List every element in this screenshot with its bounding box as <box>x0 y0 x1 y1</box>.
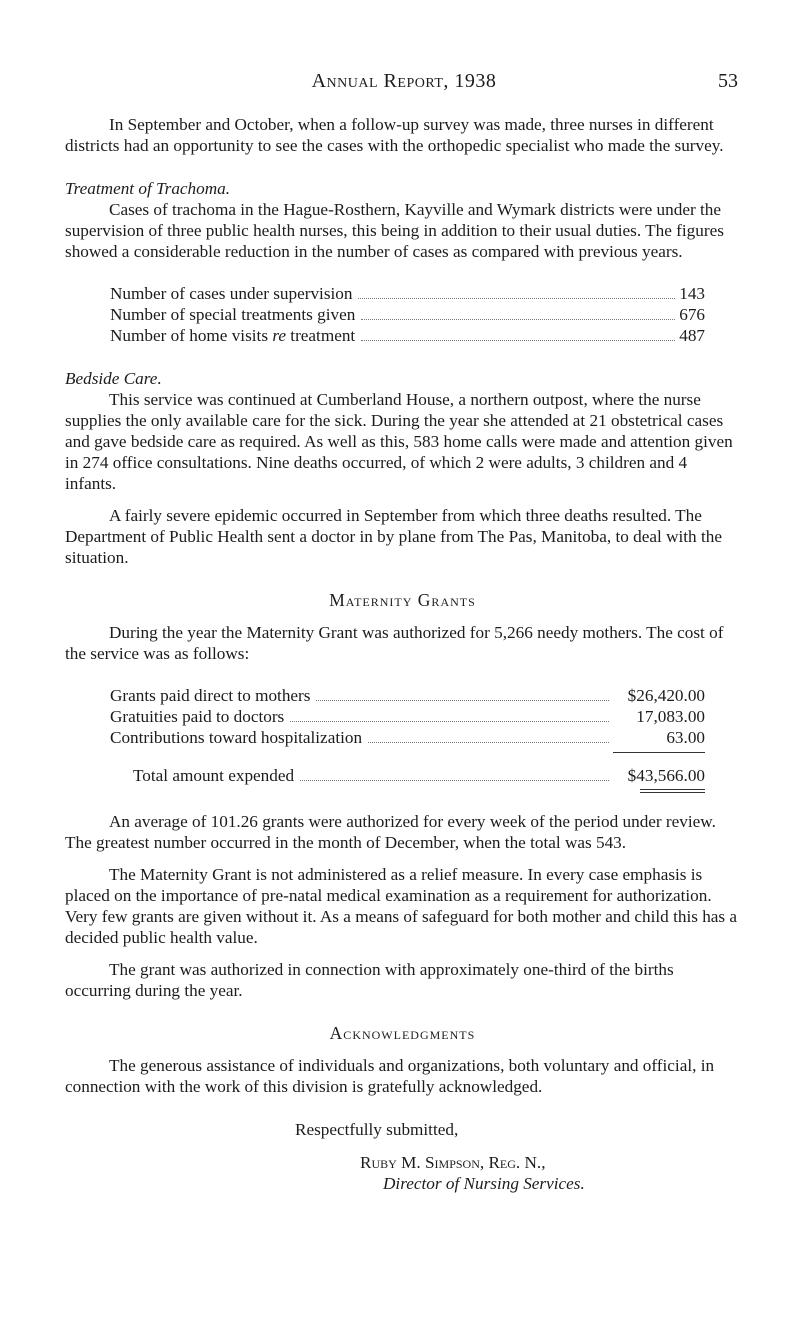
cost-label: Grants paid direct to mothers <box>110 686 311 705</box>
double-rule <box>640 789 705 793</box>
cost-value: 17,083.00 <box>636 707 705 726</box>
dot-leader <box>316 700 609 701</box>
row-label: Number of cases under supervision <box>110 284 353 303</box>
total-row <box>110 765 705 786</box>
signatory-name: Ruby M. Simpson, Reg. N., <box>360 1153 546 1172</box>
row-value: 143 <box>679 284 705 303</box>
survey-paragraph: In September and October, when a follow-up survey was made, three nurses in different districts had an opportunity to see the cases with the orthopedic specialist who made the survey. <box>65 115 724 155</box>
running-title: Annual Report, 1938 <box>311 70 497 92</box>
trachoma-paragraph: Cases of trachoma in the Hague-Rosthern, Kayville and Wymark districts were under the supervision of three public health nurses, this being in addition to their usual duties. The figures showed a considerable reduction in the number of cases as compared with previous years. <box>65 200 724 261</box>
dot-leader <box>300 780 609 781</box>
bedside-paragraph: This service was continued at Cumberland House, a northern outpost, where the nurse supplies the only available care for the sick. During the year she attended at 21 obstetrical cases and gave bedside care as required. As well as this, 583 home calls were made and attention given in 274 office consultations. Nine deaths occurred, of which 2 were adults, 3 children and 4 infants. <box>65 390 733 493</box>
dot-leader <box>361 319 675 320</box>
maternity-cost-table <box>110 685 705 793</box>
trachoma-figures <box>110 283 705 346</box>
total-label: Total amount expended <box>133 766 295 785</box>
signatory-title: Director of Nursing Services. <box>383 1174 585 1193</box>
cost-label: Gratuities paid to doctors <box>110 707 285 726</box>
cost-label: Contributions toward hospitalization <box>110 728 363 747</box>
dot-leader <box>361 340 675 341</box>
closing-line: Respectfully submitted, <box>295 1120 459 1139</box>
acknowledgments-section-title: Acknowledgments <box>329 1023 476 1043</box>
relief-measure-paragraph: The Maternity Grant is not administered as a relief measure. In every case emphasis is placed on the importance of pre-natal medical examination as a requirement for authorization. Very few grants are given without it. As a means of safeguard for both mother and child this has a decided public health value. <box>65 865 738 947</box>
row-label-start: Number of home visits <box>110 326 273 345</box>
cost-value: $26,420.00 <box>627 686 705 705</box>
trachoma-row <box>110 304 705 325</box>
epidemic-paragraph: A fairly severe epidemic occurred in September from which three deaths resulted. The Department of Public Health sent a doctor in by plane from The Pas, Manitoba, to deal with the situation. <box>65 506 722 567</box>
total-value: $43,566.00 <box>627 766 705 785</box>
row-label-italic: re <box>272 326 286 345</box>
trachoma-row <box>110 283 705 304</box>
cost-row <box>110 685 705 706</box>
cost-row <box>110 727 705 748</box>
running-header <box>70 70 738 100</box>
maternity-intro-paragraph: During the year the Maternity Grant was authorized for 5,266 needy mothers. The cost of the service was as follows: <box>65 623 724 663</box>
row-label: Number of special treatments given <box>110 305 356 324</box>
trachoma-row <box>110 325 705 346</box>
row-value: 487 <box>679 326 705 345</box>
bedside-heading: Bedside Care. <box>65 369 162 388</box>
total-rule <box>613 752 705 753</box>
acknowledgments-paragraph: The generous assistance of individuals and organizations, both voluntary and official, in connection with the work of this division is gratefully acknowledged. <box>65 1056 715 1096</box>
dot-leader <box>368 742 609 743</box>
trachoma-heading: Treatment of Trachoma. <box>65 179 231 198</box>
cost-value: 63.00 <box>666 728 705 747</box>
row-label <box>110 325 355 346</box>
row-value: 676 <box>679 305 705 324</box>
document-body <box>65 114 740 1194</box>
maternity-section-title: Maternity Grants <box>329 590 476 610</box>
dot-leader <box>290 721 609 722</box>
row-label-end: treatment <box>286 326 356 345</box>
dot-leader <box>358 298 675 299</box>
births-paragraph: The grant was authorized in connection with approximately one-third of the births occurring during the year. <box>65 960 674 1000</box>
cost-row <box>110 706 705 727</box>
average-grants-paragraph: An average of 101.26 grants were authorized for every week of the period under review. The greatest number occurred in the month of December, when the total was 543. <box>65 812 716 852</box>
page-number: 53 <box>718 70 738 92</box>
